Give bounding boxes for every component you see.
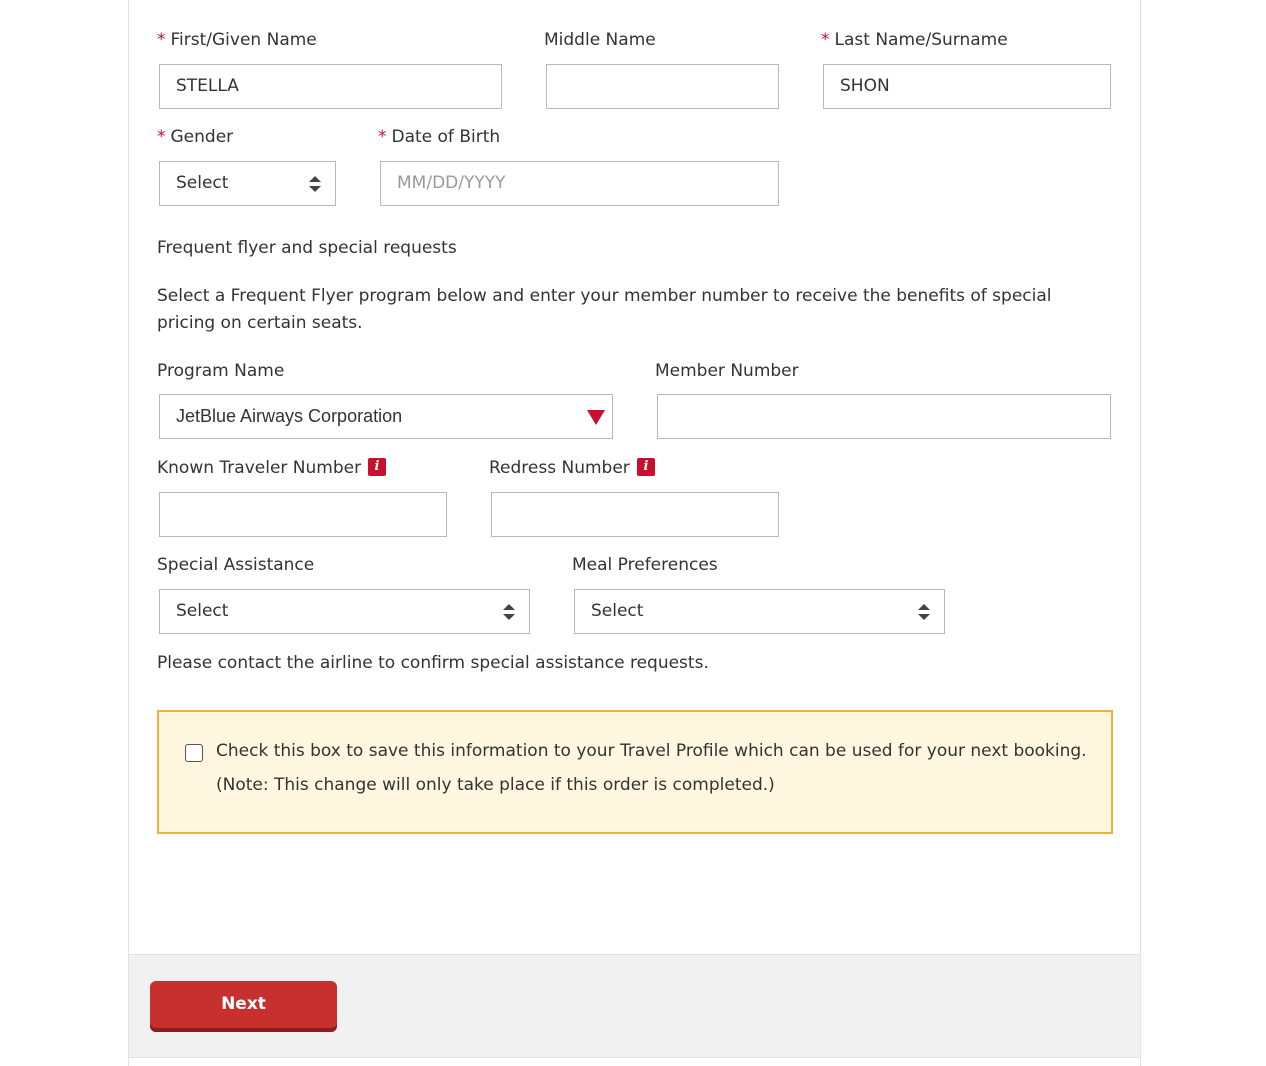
first-name-input[interactable]: STELLA: [159, 64, 502, 109]
member-number-label: Member Number: [655, 361, 799, 381]
frequent-flyer-title: Frequent flyer and special requests: [157, 238, 457, 258]
required-mark: *: [157, 30, 166, 50]
gender-selected-value: Select: [176, 173, 229, 193]
ktn-label: Known Traveler Number: [157, 458, 362, 478]
meal-selected-value: Select: [591, 601, 644, 621]
dob-input[interactable]: MM/DD/YYYY: [380, 161, 779, 206]
redress-input[interactable]: [491, 492, 779, 537]
program-selected-value: JetBlue Airways Corporation: [176, 406, 403, 426]
first-name-label-text: First/Given Name: [170, 30, 317, 50]
next-button[interactable]: Next: [150, 981, 337, 1032]
middle-name-input[interactable]: [546, 64, 779, 109]
program-name-select[interactable]: [159, 394, 613, 439]
sort-arrows-icon: [308, 175, 322, 193]
required-mark: *: [378, 127, 387, 147]
redress-label: Redress Number: [489, 458, 630, 478]
save-profile-notice: [157, 710, 1113, 834]
special-assistance-label: Special Assistance: [157, 555, 315, 575]
sort-arrows-icon: [502, 603, 516, 621]
save-profile-note: (Note: This change will only take place if this order is completed.): [216, 775, 775, 795]
last-name-label-text: Last Name/Surname: [834, 30, 1008, 50]
last-name-input[interactable]: SHON: [823, 64, 1111, 109]
assistance-note: Please contact the airline to confirm special assistance requests.: [157, 653, 709, 673]
ktn-input[interactable]: [159, 492, 447, 537]
program-name-label: Program Name: [157, 361, 285, 381]
sort-arrows-icon: [917, 603, 931, 621]
frequent-flyer-description: Select a Frequent Flyer program below and enter your member number to receive the benefits of special pricing on certain seats.: [157, 286, 1052, 333]
member-number-input[interactable]: [657, 394, 1111, 439]
gender-select[interactable]: [159, 161, 336, 206]
meal-preferences-select[interactable]: [574, 589, 945, 634]
gender-label: [157, 127, 233, 147]
gender-label-text: Gender: [170, 127, 234, 147]
required-mark: *: [821, 30, 830, 50]
info-icon[interactable]: i: [368, 458, 386, 476]
save-profile-text: Check this box to save this information to your Travel Profile which can be used for your next booking.: [216, 741, 1087, 761]
assistance-selected-value: Select: [176, 601, 229, 621]
meal-preferences-label: Meal Preferences: [572, 555, 718, 575]
dob-label: [378, 127, 500, 147]
first-name-label: [157, 30, 317, 50]
save-profile-checkbox[interactable]: [185, 744, 203, 762]
special-assistance-select[interactable]: [159, 589, 530, 634]
info-icon[interactable]: i: [637, 458, 655, 476]
last-name-label: [821, 30, 1008, 50]
caret-down-icon: [587, 410, 605, 425]
middle-name-label: Middle Name: [544, 30, 656, 50]
required-mark: *: [157, 127, 166, 147]
dob-label-text: Date of Birth: [391, 127, 501, 147]
